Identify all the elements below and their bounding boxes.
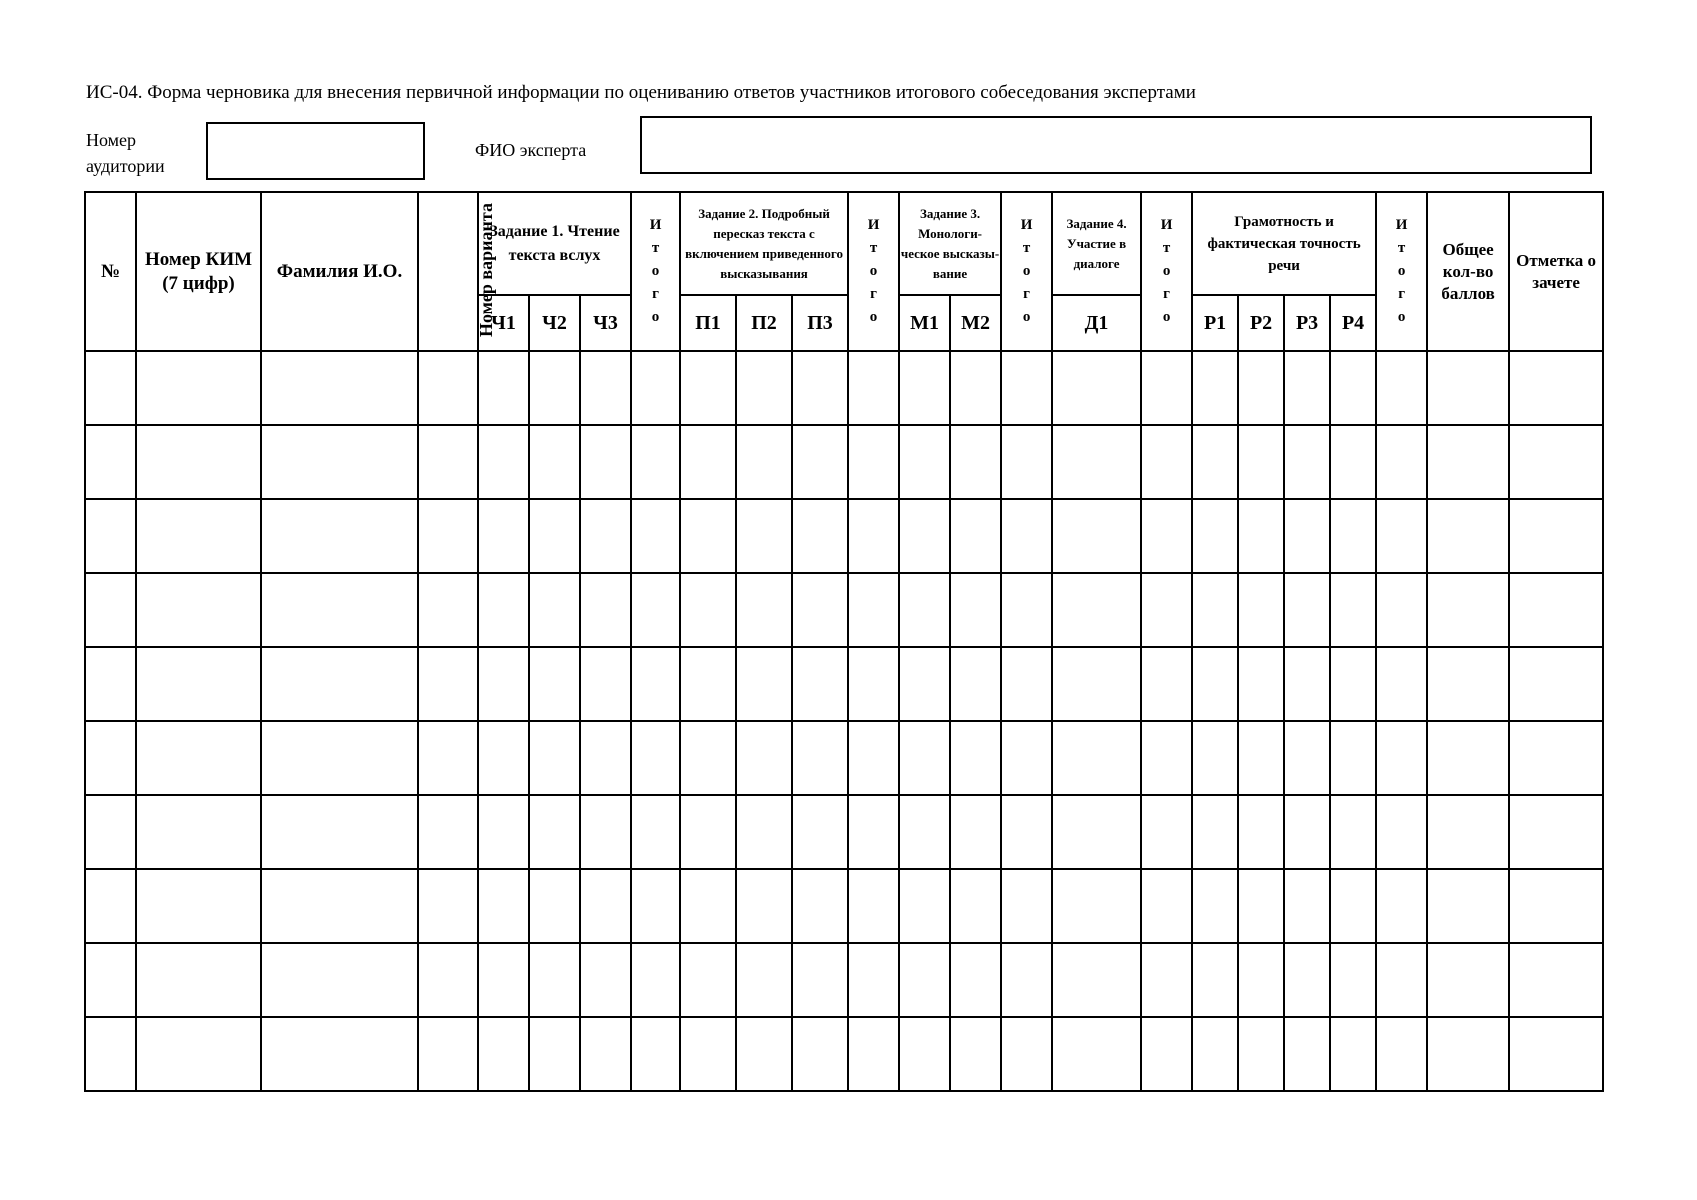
entry-cell[interactable] [1330,573,1376,647]
entry-cell[interactable] [529,351,580,425]
entry-cell[interactable] [1141,647,1192,721]
entry-cell[interactable] [418,351,478,425]
entry-cell[interactable] [580,351,631,425]
sub-p1: П1 [680,295,736,351]
entry-cell[interactable] [1376,721,1427,795]
entry-cell[interactable] [1192,795,1238,869]
entry-cell[interactable] [261,647,418,721]
entry-cell[interactable] [136,425,261,499]
table-row [85,795,1603,869]
header-overall-score: Общее кол-во баллов [1427,192,1509,351]
entry-cell[interactable] [1141,425,1192,499]
entry-cell[interactable] [1141,721,1192,795]
table-row [85,869,1603,943]
entry-cell[interactable] [736,425,792,499]
entry-cell[interactable] [580,647,631,721]
entry-cell[interactable] [85,795,136,869]
entry-cell[interactable] [1427,647,1509,721]
entry-cell[interactable] [1141,1017,1192,1091]
entry-cell[interactable] [950,647,1001,721]
entry-cell[interactable] [1509,573,1603,647]
entry-cell[interactable] [136,869,261,943]
entry-cell[interactable] [950,1017,1001,1091]
entry-cell[interactable] [1141,795,1192,869]
entry-cell[interactable] [1284,573,1330,647]
entry-cell[interactable] [848,425,899,499]
entry-cell[interactable] [1238,425,1284,499]
entry-cell[interactable] [418,647,478,721]
entry-cell[interactable] [1330,425,1376,499]
entry-cell[interactable] [1238,647,1284,721]
entry-cell[interactable] [136,351,261,425]
entry-cell[interactable] [899,573,950,647]
entry-cell[interactable] [680,1017,736,1091]
entry-cell[interactable] [1238,721,1284,795]
room-number-label-line2: аудитории [86,156,165,176]
entry-cell[interactable] [136,1017,261,1091]
entry-cell[interactable] [736,647,792,721]
entry-cell[interactable] [848,499,899,573]
header-number: № [85,192,136,351]
entry-cell[interactable] [1330,943,1376,1017]
entry-cell[interactable] [1427,573,1509,647]
entry-cell[interactable] [580,943,631,1017]
entry-cell[interactable] [680,573,736,647]
table-row [85,943,1603,1017]
entry-cell[interactable] [478,795,529,869]
entry-cell[interactable] [580,573,631,647]
entry-cell[interactable] [529,1017,580,1091]
table-row [85,647,1603,721]
room-number-label-line1: Номер [86,130,137,150]
entry-cell[interactable] [1330,721,1376,795]
entry-cell[interactable] [136,499,261,573]
entry-cell[interactable] [85,943,136,1017]
entry-cell[interactable] [418,721,478,795]
form-title: ИС-04. Форма черновика для внесения первичной информации по оцениванию ответов участников итогового собеседования экспертами [86,82,1196,103]
entry-cell[interactable] [1509,647,1603,721]
total-1-text: Итого [649,217,662,325]
entry-cell[interactable] [1141,499,1192,573]
sub-p2: П2 [736,295,792,351]
entry-cell[interactable] [1052,573,1141,647]
entry-cell[interactable] [580,721,631,795]
entry-cell[interactable] [736,795,792,869]
header-pass-mark: Отметка о зачете [1509,192,1603,351]
entry-cell[interactable] [478,1017,529,1091]
entry-cell[interactable] [1001,1017,1052,1091]
entry-cell[interactable] [680,499,736,573]
entry-cell[interactable] [1376,499,1427,573]
entry-cell[interactable] [478,573,529,647]
entry-cell[interactable] [680,351,736,425]
entry-cell[interactable] [631,499,680,573]
entry-cell[interactable] [848,721,899,795]
entry-cell[interactable] [1141,351,1192,425]
total-2-text: Итого [867,217,880,325]
entry-cell[interactable] [1001,795,1052,869]
entry-cell[interactable] [478,721,529,795]
entry-cell[interactable] [1427,943,1509,1017]
total-4-text: Итого [1160,217,1173,325]
entry-cell[interactable] [631,425,680,499]
entry-cell[interactable] [1509,1017,1603,1091]
entry-cell[interactable] [1376,943,1427,1017]
entry-cell[interactable] [478,647,529,721]
entry-cell[interactable] [1238,1017,1284,1091]
entry-cell[interactable] [899,351,950,425]
entry-cell[interactable] [1284,647,1330,721]
header-variant [418,192,496,351]
entry-cell[interactable] [1052,943,1141,1017]
entry-cell[interactable] [899,869,950,943]
header-kim-number: Номер КИМ (7 цифр) [136,192,261,351]
entry-cell[interactable] [418,795,478,869]
entry-cell[interactable] [1001,943,1052,1017]
sub-m2: М2 [950,295,1001,351]
entry-cell[interactable] [899,943,950,1017]
entry-cell[interactable] [418,943,478,1017]
entry-cell[interactable] [261,1017,418,1091]
sub-m1: М1 [899,295,950,351]
sub-ch2: Ч2 [529,295,580,351]
entry-cell[interactable] [1284,795,1330,869]
entry-cell[interactable] [680,869,736,943]
entry-cell[interactable] [736,721,792,795]
entry-cell[interactable] [1052,1017,1141,1091]
entry-cell[interactable] [1376,647,1427,721]
entry-cell[interactable] [1192,425,1238,499]
entry-cell[interactable] [478,943,529,1017]
entry-cell[interactable] [136,721,261,795]
entry-cell[interactable] [1141,943,1192,1017]
entry-cell[interactable] [529,869,580,943]
entry-cell[interactable] [1192,499,1238,573]
table-row [85,573,1603,647]
entry-cell[interactable] [899,647,950,721]
header-total-1 [631,192,680,351]
entry-cell[interactable] [1052,351,1141,425]
sub-ch1: Ч1 [478,295,529,351]
table-row [85,499,1603,573]
entry-cell[interactable] [792,499,848,573]
sub-d1: Д1 [1052,295,1141,351]
entry-cell[interactable] [1192,573,1238,647]
entry-cell[interactable] [792,795,848,869]
entry-cell[interactable] [736,1017,792,1091]
entry-cell[interactable] [1284,721,1330,795]
header-total-5 [1376,192,1427,351]
entry-cell[interactable] [418,573,478,647]
entry-cell[interactable] [950,499,1001,573]
sub-r3: Р3 [1284,295,1330,351]
entry-cell[interactable] [529,425,580,499]
entry-cell[interactable] [631,647,680,721]
entry-cell[interactable] [1427,795,1509,869]
entry-cell[interactable] [1001,869,1052,943]
header-task1: Задание 1. Чтение текста вслух [478,192,631,295]
entry-cell[interactable] [1192,647,1238,721]
expert-name-label: ФИО эксперта [475,140,587,160]
entry-cell[interactable] [85,499,136,573]
entry-cell[interactable] [1376,869,1427,943]
entry-cell[interactable] [1427,1017,1509,1091]
entry-cell[interactable] [1509,721,1603,795]
entry-cell[interactable] [1509,943,1603,1017]
entry-cell[interactable] [478,351,529,425]
entry-cell[interactable] [792,351,848,425]
entry-cell[interactable] [680,721,736,795]
entry-cell[interactable] [1284,499,1330,573]
entry-cell[interactable] [1509,795,1603,869]
entry-cell[interactable] [418,425,478,499]
entry-cell[interactable] [85,573,136,647]
entry-cell[interactable] [792,1017,848,1091]
entry-cell[interactable] [792,425,848,499]
entry-cell[interactable] [1427,425,1509,499]
entry-cell[interactable] [1376,573,1427,647]
entry-cell[interactable] [1376,351,1427,425]
entry-cell[interactable] [736,499,792,573]
room-number-label [86,127,165,179]
entry-cell[interactable] [1052,425,1141,499]
entry-cell[interactable] [1284,943,1330,1017]
entry-cell[interactable] [418,1017,478,1091]
entry-cell[interactable] [1284,869,1330,943]
entry-cell[interactable] [1509,499,1603,573]
entry-cell[interactable] [478,869,529,943]
entry-cell[interactable] [950,869,1001,943]
entry-cell[interactable] [848,573,899,647]
entry-cell[interactable] [85,721,136,795]
entry-cell[interactable] [529,721,580,795]
entry-cell[interactable] [261,425,418,499]
entry-cell[interactable] [136,647,261,721]
entry-cell[interactable] [1001,425,1052,499]
entry-cell[interactable] [680,795,736,869]
entry-cell[interactable] [792,943,848,1017]
header-variant-text: Номер варианта [475,202,496,337]
entry-cell[interactable] [1509,351,1603,425]
entry-cell[interactable] [1141,573,1192,647]
entry-cell[interactable] [1330,795,1376,869]
entry-cell[interactable] [848,795,899,869]
table-body [85,351,1603,1091]
room-number-field[interactable] [206,122,425,180]
entry-cell[interactable] [736,869,792,943]
entry-cell[interactable] [899,1017,950,1091]
entry-cell[interactable] [950,795,1001,869]
entry-cell[interactable] [848,869,899,943]
entry-cell[interactable] [580,795,631,869]
entry-cell[interactable] [1330,351,1376,425]
entry-cell[interactable] [736,573,792,647]
entry-cell[interactable] [848,1017,899,1091]
entry-cell[interactable] [418,869,478,943]
entry-cell[interactable] [478,499,529,573]
entry-cell[interactable] [680,647,736,721]
entry-cell[interactable] [736,943,792,1017]
entry-cell[interactable] [580,499,631,573]
entry-cell[interactable] [261,795,418,869]
entry-cell[interactable] [1238,795,1284,869]
entry-cell[interactable] [950,351,1001,425]
entry-cell[interactable] [85,1017,136,1091]
header-total-3 [1001,192,1052,351]
entry-cell[interactable] [261,721,418,795]
entry-cell[interactable] [1427,869,1509,943]
entry-cell[interactable] [261,943,418,1017]
entry-cell[interactable] [85,869,136,943]
entry-cell[interactable] [1376,425,1427,499]
entry-cell[interactable] [1192,943,1238,1017]
sub-r4: Р4 [1330,295,1376,351]
entry-cell[interactable] [1427,499,1509,573]
entry-cell[interactable] [680,425,736,499]
entry-cell[interactable] [792,721,848,795]
header-task2: Задание 2. Подробный пересказ текста с включением приведенного высказывания [680,192,848,295]
entry-cell[interactable] [261,573,418,647]
entry-cell[interactable] [1330,869,1376,943]
entry-cell[interactable] [580,425,631,499]
header-task3: Задание 3. Монологи-ческое высказы-вание [899,192,1001,295]
entry-cell[interactable] [1238,499,1284,573]
sub-p3: П3 [792,295,848,351]
total-5-text: Итого [1395,217,1408,325]
entry-cell[interactable] [899,721,950,795]
header-full-name: Фамилия И.О. [261,192,418,351]
entry-cell[interactable] [1001,573,1052,647]
entry-cell[interactable] [848,647,899,721]
total-3-text: Итого [1020,217,1033,325]
header-total-4 [1141,192,1192,351]
entry-cell[interactable] [1284,1017,1330,1091]
entry-cell[interactable] [792,647,848,721]
entry-cell[interactable] [1509,425,1603,499]
header-total-2 [848,192,899,351]
entry-cell[interactable] [1001,351,1052,425]
entry-cell[interactable] [680,943,736,1017]
entry-cell[interactable] [792,573,848,647]
entry-cell[interactable] [529,795,580,869]
entry-cell[interactable] [631,869,680,943]
entry-cell[interactable] [1284,351,1330,425]
table-row [85,1017,1603,1091]
entry-cell[interactable] [529,573,580,647]
entry-cell[interactable] [1330,647,1376,721]
entry-cell[interactable] [899,425,950,499]
entry-cell[interactable] [1052,869,1141,943]
entry-cell[interactable] [580,869,631,943]
entry-cell[interactable] [848,943,899,1017]
expert-name-field[interactable] [640,116,1592,174]
entry-cell[interactable] [1330,499,1376,573]
entry-cell[interactable] [1052,647,1141,721]
entry-cell[interactable] [1238,573,1284,647]
entry-cell[interactable] [1001,499,1052,573]
entry-cell[interactable] [1238,351,1284,425]
header-task4: Задание 4. Участие в диалоге [1052,192,1141,295]
entry-cell[interactable] [529,499,580,573]
sub-ch3: Ч3 [580,295,631,351]
entry-cell[interactable] [631,943,680,1017]
entry-cell[interactable] [261,869,418,943]
entry-cell[interactable] [950,943,1001,1017]
entry-cell[interactable] [580,1017,631,1091]
entry-cell[interactable] [950,425,1001,499]
entry-cell[interactable] [261,499,418,573]
entry-cell[interactable] [899,795,950,869]
entry-cell[interactable] [848,351,899,425]
entry-cell[interactable] [1052,721,1141,795]
entry-cell[interactable] [1192,869,1238,943]
entry-cell[interactable] [1052,499,1141,573]
entry-cell[interactable] [1001,721,1052,795]
entry-cell[interactable] [529,647,580,721]
entry-cell[interactable] [1427,351,1509,425]
entry-cell[interactable] [1238,943,1284,1017]
entry-cell[interactable] [1376,795,1427,869]
entry-cell[interactable] [136,943,261,1017]
entry-cell[interactable] [950,721,1001,795]
entry-cell[interactable] [792,869,848,943]
entry-cell[interactable] [85,351,136,425]
entry-cell[interactable] [631,1017,680,1091]
entry-cell[interactable] [1001,647,1052,721]
entry-cell[interactable] [1192,1017,1238,1091]
entry-cell[interactable] [1192,721,1238,795]
entry-cell[interactable] [1509,869,1603,943]
entry-cell[interactable] [1141,869,1192,943]
table-row [85,425,1603,499]
sub-r1: Р1 [1192,295,1238,351]
entry-cell[interactable] [1238,869,1284,943]
entry-cell[interactable] [478,425,529,499]
header-literacy: Грамотность и фактическая точность речи [1192,192,1376,295]
entry-cell[interactable] [1330,1017,1376,1091]
entry-cell[interactable] [899,499,950,573]
sub-r2: Р2 [1238,295,1284,351]
entry-cell[interactable] [85,647,136,721]
entry-cell[interactable] [1427,721,1509,795]
entry-cell[interactable] [631,573,680,647]
table-row [85,351,1603,425]
entry-cell[interactable] [85,425,136,499]
entry-cell[interactable] [736,351,792,425]
entry-cell[interactable] [136,795,261,869]
entry-cell[interactable] [950,573,1001,647]
entry-cell[interactable] [1192,351,1238,425]
entry-cell[interactable] [261,351,418,425]
entry-cell[interactable] [1284,425,1330,499]
scoring-table [84,191,1604,1092]
entry-cell[interactable] [631,351,680,425]
table-row [85,721,1603,795]
entry-cell[interactable] [418,499,478,573]
entry-cell[interactable] [529,943,580,1017]
entry-cell[interactable] [1376,1017,1427,1091]
entry-cell[interactable] [631,721,680,795]
entry-cell[interactable] [1052,795,1141,869]
entry-cell[interactable] [631,795,680,869]
entry-cell[interactable] [136,573,261,647]
